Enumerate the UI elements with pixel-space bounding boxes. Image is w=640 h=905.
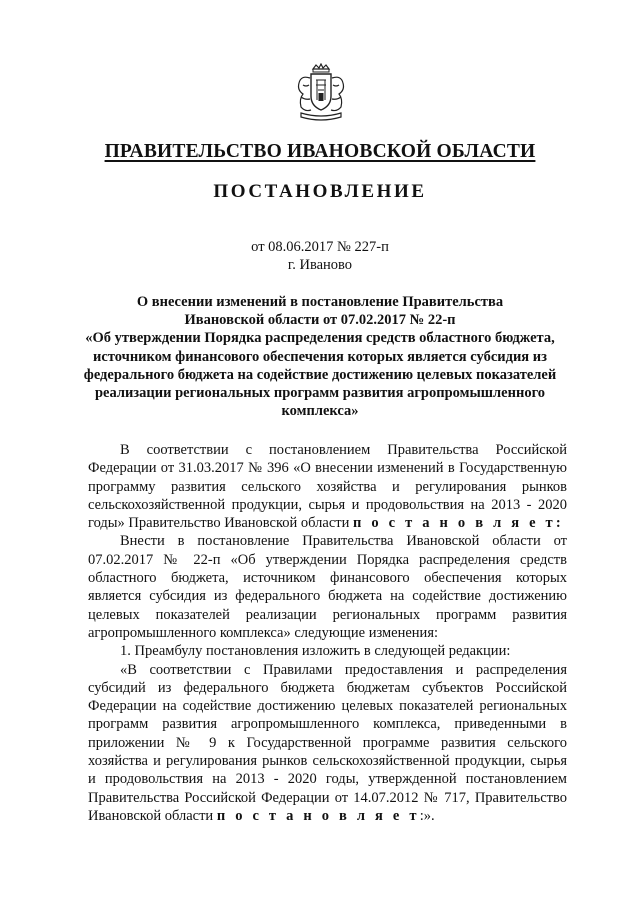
government-title: ПРАВИТЕЛЬСТВО ИВАНОВСКОЙ ОБЛАСТИ — [104, 141, 536, 162]
paragraph-new-preamble-text: «В соответствии с Правилами предоставления и распределения субсидий из федерального бюджета бюджетам субъектов Российской Федерации на содействие достижению целевых показателей региональных программ развития агропромышленного комплекса, приведенными в приложении № 9 к Государственной программе развития сельского хозяйства и регулирования рынков сельскохозяйственной продукции, сырья и продовольствия на 2013 - 2020 годы, утвержденной постановлением Правительства Российской Федерации от 14.07.2012 № 717, Правительство Ивановской области — [88, 661, 567, 824]
decree-word: п о с т а н о в л я е т: — [353, 515, 564, 532]
document-heading — [70, 293, 570, 420]
paragraph-amendment: Внести в постановление Правительства Ивановской области от 07.02.2017 № 22-п «Об утверждении Порядка распределения средств областного бюджета, источником финансового обеспечения которых является субсидия из федерального бюджета на содействие достижению целевых показателей реализации региональных программ развития агропромышленного комплекса» следующие изменения: — [88, 533, 567, 641]
decree-word-quoted: п о с т а н о в л я е т — [216, 807, 420, 824]
document-type: ПОСТАНОВЛЕНИЕ — [213, 181, 427, 202]
heading-line-2: Ивановской области от 07.02.2017 № 22-п — [184, 312, 456, 329]
paragraph-new-preamble — [88, 661, 567, 826]
paragraph-preamble — [88, 441, 567, 532]
city: г. Иваново — [287, 257, 353, 273]
coat-of-arms-icon — [291, 63, 351, 123]
heading-line-3: «Об утверждении Порядка распределения средств областного бюджета, источником финансового обеспечения которых является субсидия из федерального бюджета на содействие достижению целевых показателей реализации региональных программ развития агропромышленного комплекса» — [83, 330, 557, 420]
document-meta — [0, 238, 640, 274]
heading-line-1: О внесении изменений в постановление Правительства — [136, 294, 504, 310]
document-body — [88, 441, 567, 825]
paragraph-new-preamble-end: :». — [419, 807, 435, 824]
paragraph-preamble-text: В соответствии с постановлением Правительства Российской Федерации от 31.03.2017 № 396 «О внесении изменений в Государственную программу развития сельского хозяйства и регулирования рынков сельскохозяйственной продукции, сырья и продовольствия на 2013 - 2020 годы» Правительство Ивановской области — [88, 442, 567, 532]
date-number: от 08.06.2017 № 227-п — [251, 239, 389, 255]
paragraph-item-1: 1. Преамбулу постановления изложить в следующей редакции: — [120, 643, 511, 660]
